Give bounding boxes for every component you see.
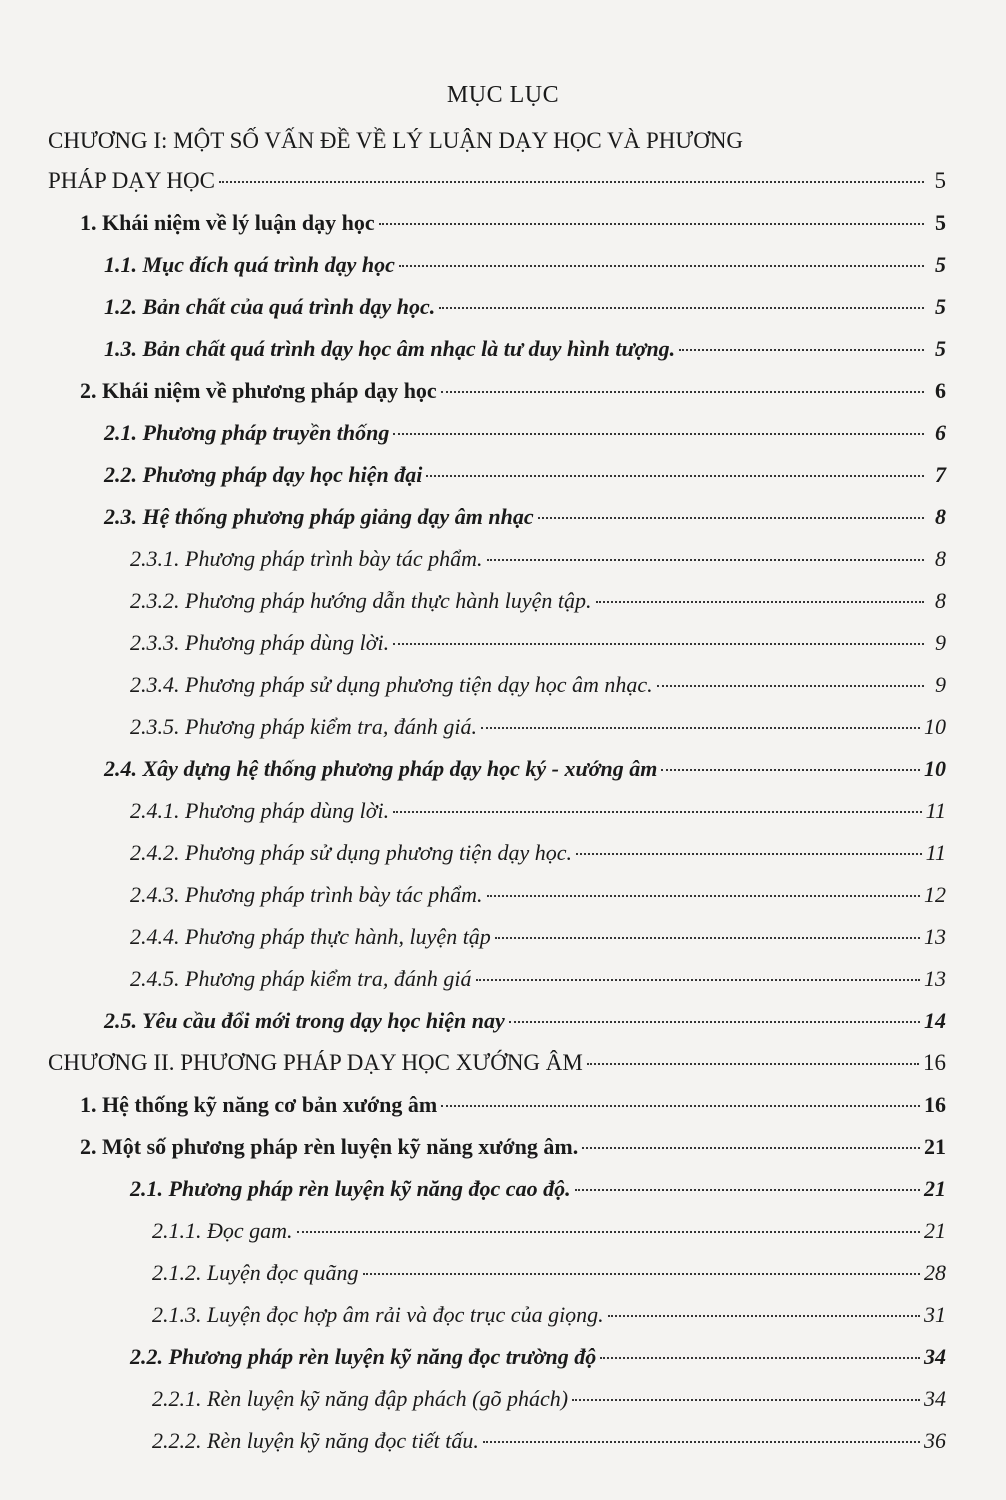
toc-entry[interactable]: 2.1.1. Đọc gam. 21 xyxy=(152,1218,946,1243)
chapter-1-title-line-1: CHƯƠNG I: MỘT SỐ VẤN ĐỀ VỀ LÝ LUẬN DẠY HỌC VÀ PHƯƠNG xyxy=(48,128,744,153)
toc-entry-chapter-2[interactable]: CHƯƠNG II. PHƯƠNG PHÁP DẠY HỌC XƯỚNG ÂM 16 xyxy=(48,1050,946,1075)
toc-entry[interactable]: 1. Khái niệm về lý luận dạy học 5 xyxy=(80,210,946,235)
toc-entry[interactable]: 2.1.2. Luyện đọc quãng 28 xyxy=(152,1260,946,1285)
toc-entry[interactable]: 1.3. Bản chất quá trình dạy học âm nhạc là tư duy hình tượng. 5 xyxy=(104,336,946,361)
toc-page-number: 5 xyxy=(934,168,946,193)
dot-leader xyxy=(476,979,921,981)
dot-leader xyxy=(219,181,924,183)
dot-leader xyxy=(572,1399,920,1401)
dot-leader xyxy=(679,349,924,351)
toc-entry[interactable]: 1.1. Mục đích quá trình dạy học 5 xyxy=(104,252,946,277)
dot-leader xyxy=(576,853,922,855)
toc-entry[interactable]: 2.3.1. Phương pháp trình bày tác phẩm. 8 xyxy=(130,546,946,571)
toc-entry[interactable]: 1.2. Bản chất của quá trình dạy học. 5 xyxy=(104,294,946,319)
toc-entry[interactable]: 2.3.3. Phương pháp dùng lời. 9 xyxy=(130,630,946,655)
toc-entry[interactable]: 2.2.2. Rèn luyện kỹ năng đọc tiết tấu. 36 xyxy=(152,1428,946,1453)
toc-entry[interactable]: 2.4. Xây dựng hệ thống phương pháp dạy học ký - xướng âm 10 xyxy=(104,756,946,781)
dot-leader xyxy=(393,433,924,435)
dot-leader xyxy=(657,685,924,687)
dot-leader xyxy=(363,1273,920,1275)
toc-entry[interactable]: 2.3. Hệ thống phương pháp giảng dạy âm nhạc 8 xyxy=(104,504,946,529)
dot-leader xyxy=(426,475,924,477)
toc-entry[interactable]: 2.1. Phương pháp truyền thống 6 xyxy=(104,420,946,445)
toc-entry[interactable]: 2. Một số phương pháp rèn luyện kỹ năng xướng âm. 21 xyxy=(80,1134,946,1159)
toc-entry[interactable]: 2.1.3. Luyện đọc hợp âm rải và đọc trục của giọng. 31 xyxy=(152,1302,946,1327)
dot-leader xyxy=(439,307,924,309)
dot-leader xyxy=(587,1063,919,1065)
toc-entry[interactable]: 2.3.4. Phương pháp sử dụng phương tiện dạy học âm nhạc. 9 xyxy=(130,672,946,697)
dot-leader xyxy=(483,1441,920,1443)
toc-entry[interactable]: 2.3.2. Phương pháp hướng dẫn thực hành luyện tập. 8 xyxy=(130,588,946,613)
toc-entry[interactable]: 2.4.1. Phương pháp dùng lời. 11 xyxy=(130,798,946,823)
dot-leader xyxy=(495,937,920,939)
dot-leader xyxy=(393,643,924,645)
toc-entry[interactable]: 2.2. Phương pháp dạy học hiện đại 7 xyxy=(104,462,946,487)
toc-entry[interactable]: 2.2. Phương pháp rèn luyện kỹ năng đọc trường độ 34 xyxy=(130,1344,946,1369)
dot-leader xyxy=(393,811,921,813)
dot-leader xyxy=(487,559,925,561)
dot-leader xyxy=(441,391,924,393)
toc-entry[interactable]: 2.4.3. Phương pháp trình bày tác phẩm. 12 xyxy=(130,882,946,907)
dot-leader xyxy=(487,895,921,897)
dot-leader xyxy=(297,1231,920,1233)
toc-entry[interactable]: 2.4.4. Phương pháp thực hành, luyện tập 13 xyxy=(130,924,946,949)
toc-entry[interactable]: 2.5. Yêu cầu đổi mới trong dạy học hiện nay 14 xyxy=(104,1008,946,1033)
toc-entry[interactable]: 2.3.5. Phương pháp kiểm tra, đánh giá. 10 xyxy=(130,714,946,739)
toc-entry[interactable]: 2.2.1. Rèn luyện kỹ năng đập phách (gõ phách) 34 xyxy=(152,1386,946,1411)
dot-leader xyxy=(596,601,924,603)
dot-leader xyxy=(399,265,924,267)
dot-leader xyxy=(481,727,920,729)
toc-entry[interactable]: 1. Hệ thống kỹ năng cơ bản xướng âm 16 xyxy=(80,1092,946,1117)
dot-leader xyxy=(379,223,924,225)
dot-leader xyxy=(608,1315,920,1317)
toc-entry[interactable]: 2. Khái niệm về phương pháp dạy học 6 xyxy=(80,378,946,403)
toc-entry[interactable]: 2.1. Phương pháp rèn luyện kỹ năng đọc cao độ. 21 xyxy=(130,1176,946,1201)
dot-leader xyxy=(538,517,924,519)
toc-label: PHÁP DẠY HỌC xyxy=(48,168,215,193)
page-title: MỤC LỤC xyxy=(446,82,560,108)
dot-leader xyxy=(582,1147,920,1149)
dot-leader xyxy=(575,1189,920,1191)
dot-leader xyxy=(441,1105,920,1107)
toc-entry-chapter-1[interactable] xyxy=(48,168,946,204)
dot-leader xyxy=(661,769,920,771)
toc-entry[interactable]: 2.4.2. Phương pháp sử dụng phương tiện dạy học. 11 xyxy=(130,840,946,865)
toc-entry[interactable]: 2.4.5. Phương pháp kiểm tra, đánh giá 13 xyxy=(130,966,946,991)
dot-leader xyxy=(600,1357,920,1359)
dot-leader xyxy=(509,1021,920,1023)
